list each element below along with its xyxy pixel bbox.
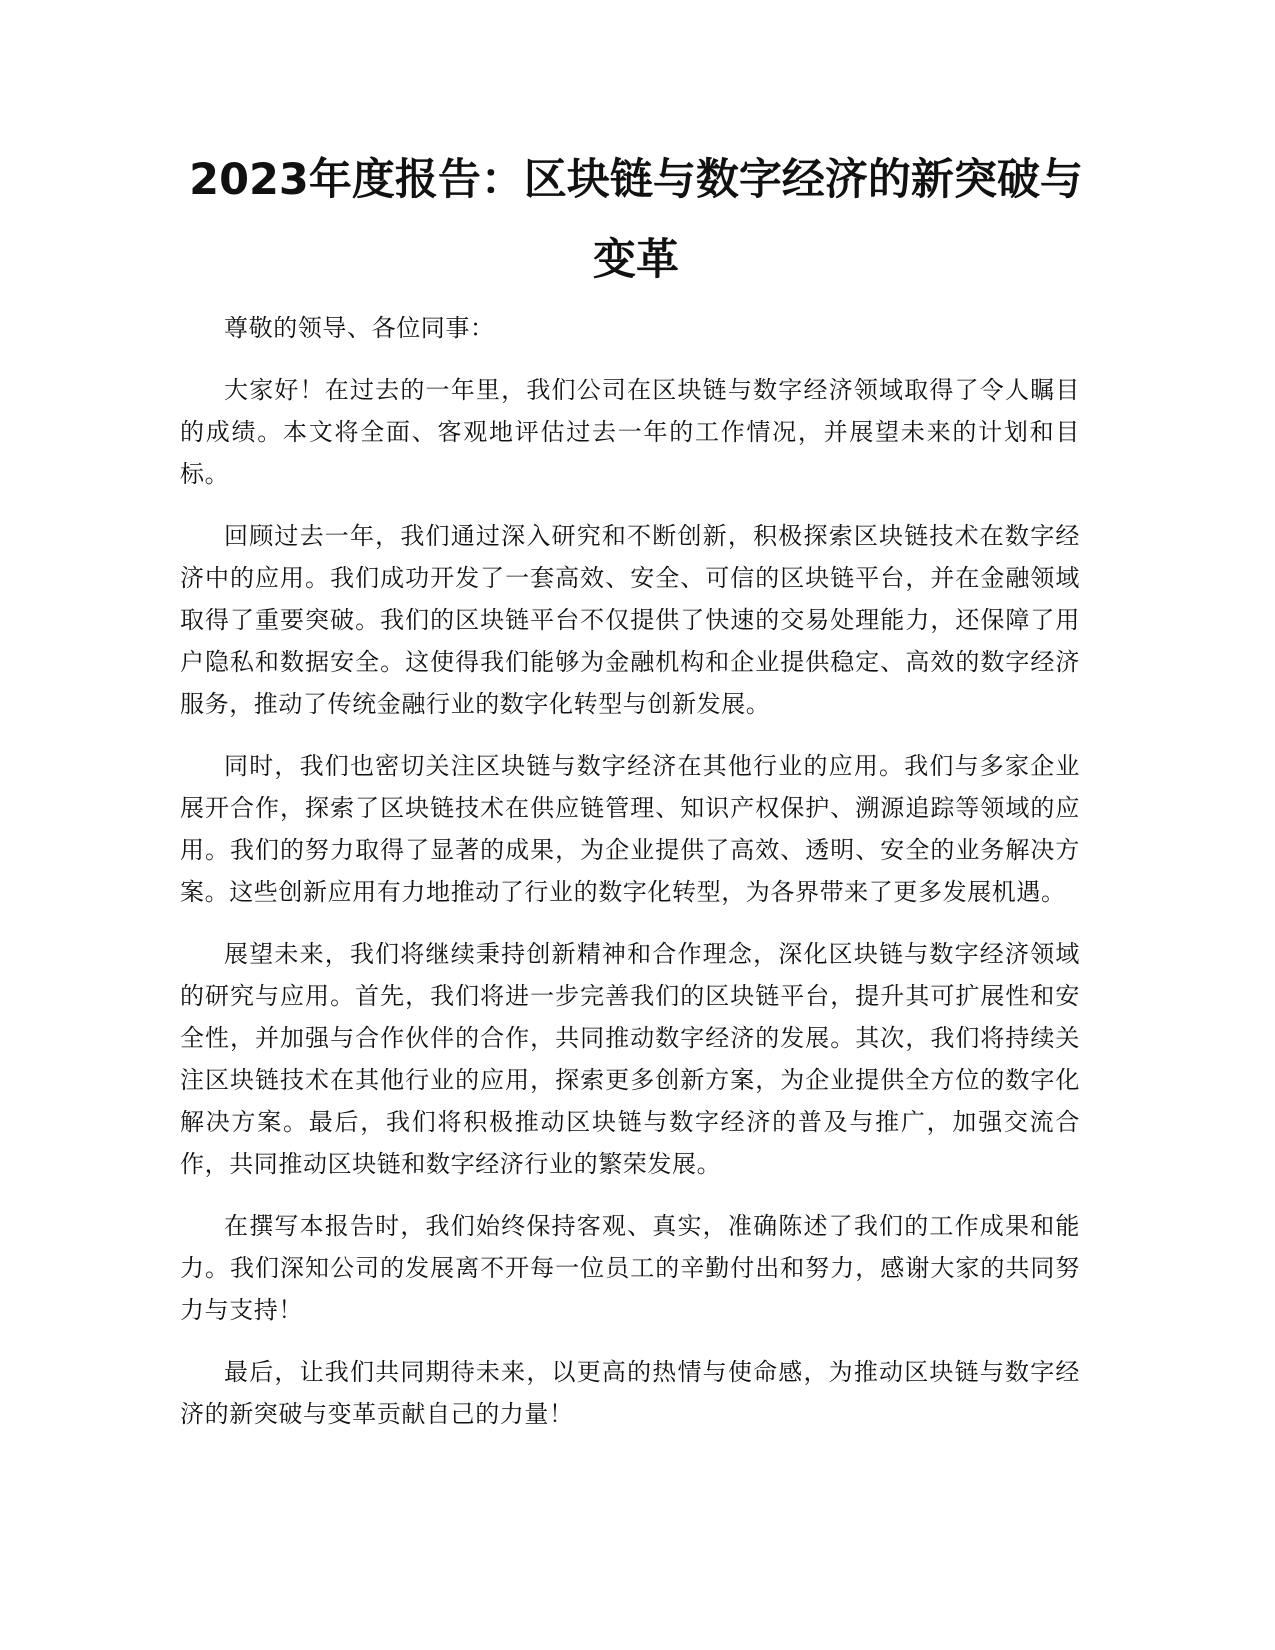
document-title: 2023年度报告：区块链与数字经济的新突破与变革 — [189, 155, 1083, 285]
paragraph-intro: 大家好！在过去的一年里，我们公司在区块链与数字经济领域取得了令人瞩目的成绩。本文将全面、客观地评估过去一年的工作情况，并展望未来的计划和目标。 — [180, 376, 1080, 488]
paragraph-outlook: 展望未来，我们将继续秉持创新精神和合作理念，深化区块链与数字经济领域的研究与应用。首先，我们将进一步完善我们的区块链平台，提升其可扩展性和安全性，并加强与合作伙伴的合作，共同推动数字经济的发展。其次，我们将持续关注区块链技术在其他行业的应用，探索更多创新方案，为企业提供全方位的数字化解决方案。最后，我们将积极推动区块链与数字经济的普及与推广，加强交流合作，共同推动区块链和数字经济行业的繁荣发展。 — [180, 940, 1080, 1178]
paragraph-review: 回顾过去一年，我们通过深入研究和不断创新，积极探索区块链技术在数字经济中的应用。我们成功开发了一套高效、安全、可信的区块链平台，并在金融领域取得了重要突破。我们的区块链平台不仅提供了快速的交易处理能力，还保障了用户隐私和数据安全。这使得我们能够为金融机构和企业提供稳定、高效的数字经济服务，推动了传统金融行业的数字化转型与创新发展。 — [180, 522, 1080, 718]
paragraph-other-industries: 同时，我们也密切关注区块链与数字经济在其他行业的应用。我们与多家企业展开合作，探索了区块链技术在供应链管理、知识产权保护、溯源追踪等领域的应用。我们的努力取得了显著的成果，为企业提供了高效、透明、安全的业务解决方案。这些创新应用有力地推动了行业的数字化转型，为各界带来了更多发展机遇。 — [180, 752, 1080, 906]
paragraph-closing: 最后，让我们共同期待未来，以更高的热情与使命感，为推动区块链与数字经济的新突破与变革贡献自己的力量！ — [180, 1358, 1080, 1428]
paragraph-greeting: 尊敬的领导、各位同事： — [224, 314, 495, 342]
document-body — [180, 307, 1080, 1455]
paragraph-acknowledgement: 在撰写本报告时，我们始终保持客观、真实，准确陈述了我们的工作成果和能力。我们深知公司的发展离不开每一位员工的辛勤付出和努力，感谢大家的共同努力与支持！ — [180, 1212, 1080, 1324]
